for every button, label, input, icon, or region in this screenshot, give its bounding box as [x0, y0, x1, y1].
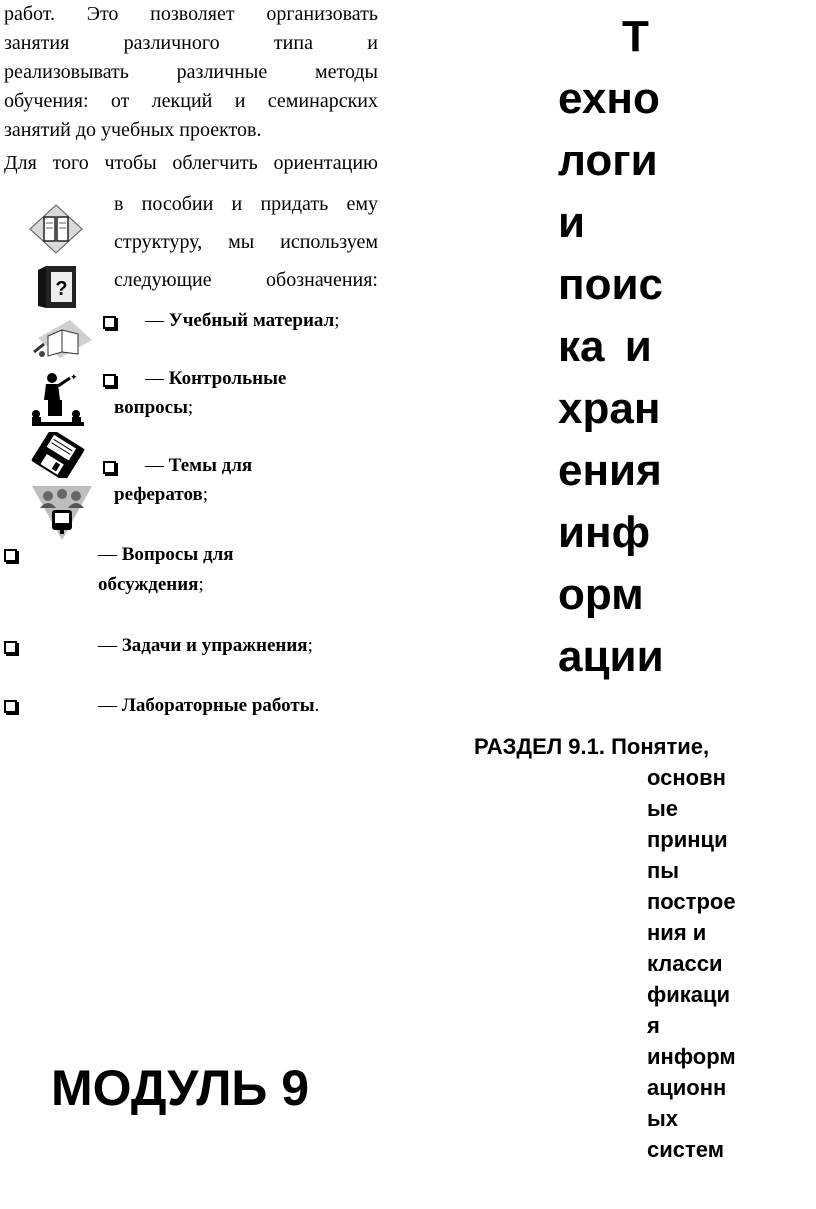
title-line: ации [558, 632, 664, 681]
intro-line: реализовывать различные методы [4, 61, 378, 83]
chapter-title [558, 6, 664, 688]
checkbox-icon [4, 549, 17, 562]
legend-item-control-questions-line1: — Контрольные [145, 368, 287, 389]
section-line: принци [647, 827, 728, 852]
section-heading: РАЗДЕЛ 9.1. Понятие, [474, 734, 710, 759]
checkbox-icon [103, 461, 116, 474]
section-line: я [647, 1013, 660, 1038]
section-line: систем [647, 1137, 724, 1162]
legend-item-study-material: — Учебный материал; [145, 310, 340, 331]
legend-item-lab-works: — Лабораторные работы. [98, 695, 320, 716]
checkbox-icon [4, 641, 17, 654]
title-line: поис [558, 260, 663, 309]
section-line: пы [647, 858, 680, 883]
title-line: логи [558, 136, 658, 185]
book-diamond-icon [28, 203, 84, 255]
section-line: класси [647, 951, 723, 976]
legend-intro-line: структуру, мы используем [114, 231, 378, 253]
legend-item-essay-topics-line2: рефератов; [114, 484, 209, 505]
legend-item-control-questions-line2: вопросы; [114, 397, 194, 418]
title-line: ка и [558, 322, 652, 371]
discussion-group-icon [30, 484, 94, 542]
legend-intro-line: следующие обозначения: [114, 269, 378, 291]
intro-paragraph [4, 0, 378, 145]
intro-line: обучения: от лекций и семинарских [4, 90, 378, 112]
legend-item-discussion-line1: — Вопросы для [98, 544, 234, 565]
title-line: инф [558, 508, 651, 557]
module-title: МОДУЛЬ 9 [51, 1060, 310, 1116]
intro-line: работ. Это позволяет организовать [4, 3, 378, 25]
orientation-line: Для того чтобы облегчить ориентацию [4, 152, 378, 174]
intro-line: занятий до учебных проектов. [4, 119, 262, 141]
title-line: ения [558, 446, 662, 495]
checkbox-icon [103, 374, 116, 387]
floppy-disk-icon [30, 432, 86, 478]
section-line: фикаци [647, 982, 731, 1007]
open-book-icon [30, 318, 96, 360]
legend-item-discussion-line2: обсуждения; [98, 574, 204, 595]
section-line: ых [647, 1106, 679, 1131]
svg-text:✦: ✦ [70, 373, 78, 383]
section-line: ые [647, 796, 679, 821]
lecturer-icon [30, 370, 86, 426]
title-line: ехно [558, 74, 660, 123]
section-line: информ [647, 1044, 736, 1069]
section-line: построе [647, 889, 736, 914]
title-line: орм [558, 570, 644, 619]
section-line: ационн [647, 1075, 727, 1100]
checkbox-icon [4, 700, 17, 713]
checkbox-icon [103, 316, 116, 329]
title-line: и [558, 198, 586, 247]
legend-intro-line: в пособии и придать ему [114, 193, 378, 215]
intro-line: занятия различного типа и [4, 32, 378, 54]
title-line: Т [622, 12, 649, 61]
legend-item-exercises: — Задачи и упражнения; [98, 635, 313, 656]
section-line: основн [647, 765, 726, 790]
legend-item-essay-topics-line1: — Темы для [145, 455, 253, 476]
section-line: ния и [647, 920, 707, 945]
title-line: хран [558, 384, 661, 433]
question-book-icon [36, 264, 80, 310]
svg-text:?: ? [55, 278, 68, 300]
section-heading-continuation [647, 762, 736, 1165]
